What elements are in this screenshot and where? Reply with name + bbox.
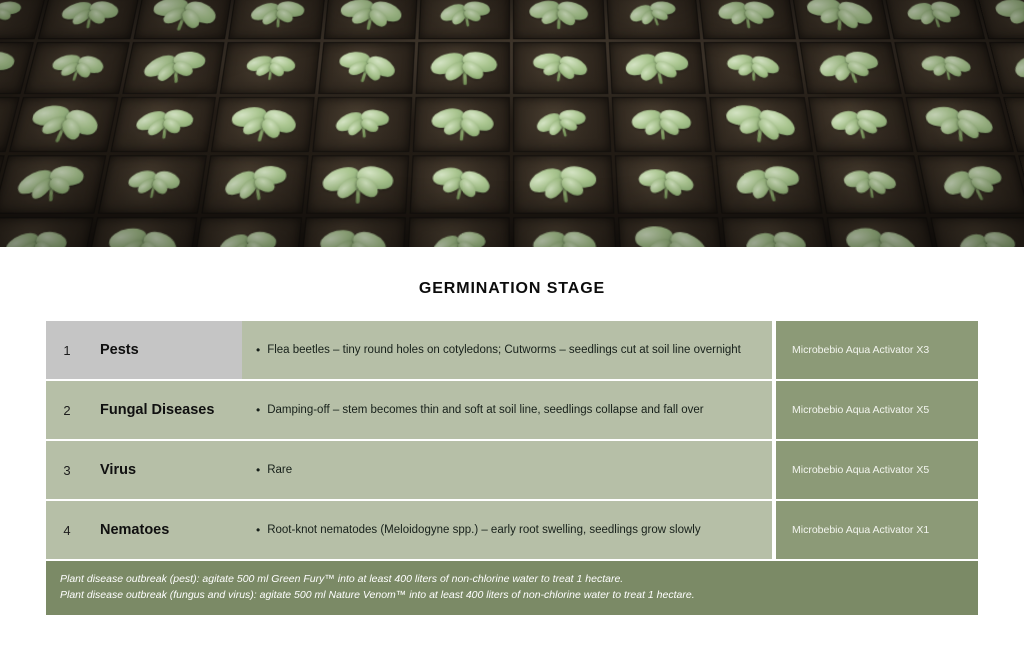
seedling-icon	[422, 155, 499, 213]
seedling-icon	[988, 0, 1024, 39]
tray-cell	[24, 42, 129, 94]
seedling-icon	[928, 155, 1019, 213]
seedling-icon	[528, 217, 602, 247]
seedling-icon	[327, 42, 407, 94]
row-description	[242, 381, 772, 439]
seedling-icon	[737, 217, 816, 247]
seedling-icon	[947, 217, 1024, 247]
tray-cell	[513, 0, 605, 39]
seedling-icon	[1019, 97, 1024, 151]
seedling-icon	[0, 97, 6, 150]
seedling-icon	[92, 217, 191, 247]
seedling-leaf	[1011, 53, 1024, 82]
tray-cell	[192, 217, 302, 247]
seedling-icon	[239, 46, 301, 89]
seedling-icon	[425, 217, 495, 247]
seedling-icon	[800, 0, 879, 39]
seedling-icon	[632, 155, 698, 212]
tray-cell	[133, 0, 233, 39]
row-description	[242, 441, 772, 499]
seedling-icon	[523, 0, 593, 39]
seedling-icon	[138, 42, 212, 94]
seedling-icon	[822, 97, 899, 150]
seedling-icon	[53, 0, 127, 38]
tray-cell	[0, 217, 94, 247]
tray-cell	[413, 97, 511, 152]
seedling-icon	[914, 45, 979, 89]
seedling-icon	[528, 97, 596, 151]
tray-cell	[699, 0, 796, 39]
row-product: Microbebio Aqua Activator X5	[776, 441, 978, 499]
tray-cell	[704, 42, 804, 94]
tray-cell	[894, 42, 999, 94]
seedling-icon	[217, 155, 295, 213]
seedling-icon	[11, 155, 90, 213]
seedling-icon	[807, 42, 893, 94]
table-row	[46, 321, 978, 379]
tray-cell	[122, 42, 225, 94]
row-product: Microbebio Aqua Activator X1	[776, 501, 978, 559]
seedling-icon	[525, 42, 595, 94]
tray-cell	[98, 155, 208, 213]
tray-cell	[410, 155, 511, 213]
seedling-icon	[310, 217, 396, 247]
tray-cell	[618, 217, 725, 247]
row-description-text: Damping-off – stem becomes thin and soft at soil line, seedlings collapse and fall over	[267, 403, 704, 416]
seedling-icon	[838, 158, 904, 208]
tray-cell	[211, 97, 314, 152]
seedling-icon	[841, 217, 924, 247]
seedling-icon	[433, 0, 498, 39]
tray-cell	[110, 97, 216, 152]
seedling-icon	[246, 0, 309, 39]
row-number: 4	[46, 501, 88, 559]
row-number: 2	[46, 381, 88, 439]
seedling-icon	[330, 97, 396, 151]
table-row	[46, 501, 978, 559]
seedling-icon	[315, 155, 400, 213]
row-category: Fungal Diseases	[88, 381, 242, 439]
seedling-icon	[423, 97, 500, 152]
tray-cell	[791, 0, 891, 39]
row-description-text: Rare	[267, 463, 293, 476]
seedling-icon	[919, 97, 1000, 152]
seedling-icon	[0, 217, 76, 247]
tray-cell	[817, 155, 927, 213]
row-category: Virus	[88, 441, 242, 499]
tray-cell	[609, 42, 706, 94]
footer-note-line-1: Plant disease outbreak (pest): agitate 500 ml Green Fury™ into at least 400 liters of non-chlorine water to treat 1 hectare.	[60, 573, 624, 585]
row-number: 3	[46, 441, 88, 499]
footer-note-line-2: Plant disease outbreak (fungus and virus): agitate 500 ml Nature Venom™ into at least 400 liters of non-chlorine water to treat 1 hectare.	[60, 589, 695, 602]
tray-cell	[514, 155, 615, 213]
seedling-icon	[724, 155, 813, 213]
tray-cell	[918, 155, 1024, 213]
germination-stage-table	[46, 321, 978, 559]
tray-cell	[906, 97, 1015, 152]
tray-cell	[228, 0, 325, 39]
seedling-leaf	[0, 50, 17, 73]
seedling-icon	[615, 42, 699, 94]
page-title: GERMINATION STAGE	[418, 280, 606, 297]
row-category: Pests	[88, 321, 242, 379]
seedling-icon	[0, 42, 22, 94]
seedling-icon	[330, 0, 411, 39]
seedling-icon	[623, 217, 718, 247]
tray-cell	[514, 217, 618, 247]
seedling-icon	[129, 97, 199, 151]
row-product: Microbebio Aqua Activator X3	[776, 321, 978, 379]
tray-cell	[220, 42, 320, 94]
seedling-icon	[999, 42, 1024, 94]
bullet-icon: •	[256, 403, 261, 417]
hero-image	[0, 0, 1024, 247]
tray-cell	[808, 97, 914, 152]
tray-cell	[312, 97, 412, 152]
tray-cell	[884, 0, 986, 39]
tray-cell	[202, 155, 309, 213]
tray-cell	[323, 0, 418, 39]
tray-cell	[606, 0, 701, 39]
tray-cell	[406, 217, 510, 247]
row-description	[242, 501, 772, 559]
seedling-icon	[218, 97, 308, 152]
tray-cell	[722, 217, 832, 247]
tray-cell	[418, 0, 510, 39]
seedling-icon	[620, 0, 686, 39]
bullet-icon: •	[256, 523, 261, 537]
row-description-text: Root-knot nematodes (Meloidogyne spp.) – early root swelling, seedlings grow slowly	[267, 523, 701, 536]
tray-cell	[710, 97, 813, 152]
tray-cell	[826, 217, 940, 247]
table-row	[46, 441, 978, 499]
seedling-icon	[214, 217, 281, 247]
seedling-icon	[717, 97, 803, 152]
row-number: 1	[46, 321, 88, 379]
seedling-tray	[0, 0, 1024, 247]
tray-cell	[514, 42, 609, 94]
seedling-icon	[41, 43, 114, 92]
table-row	[46, 381, 978, 439]
row-category: Nematoes	[88, 501, 242, 559]
tray-cell	[612, 97, 712, 152]
seedling-icon	[897, 0, 972, 38]
seedling-icon	[118, 159, 188, 208]
tray-cell	[930, 217, 1024, 247]
tray-cell	[9, 97, 118, 152]
seedling-icon	[521, 155, 607, 213]
tray-cell	[799, 42, 902, 94]
tray-cell	[416, 42, 511, 94]
tray-cell	[38, 0, 140, 39]
tray-cell	[514, 97, 612, 152]
seedling-icon	[625, 97, 698, 149]
tray-cell	[716, 155, 823, 213]
footer-note	[46, 561, 978, 615]
row-product: Microbebio Aqua Activator X5	[776, 381, 978, 439]
seedling-icon	[425, 42, 504, 94]
tray-cell	[318, 42, 415, 94]
tray-cell	[615, 155, 719, 213]
seedling-icon	[723, 42, 784, 92]
bullet-icon: •	[256, 463, 261, 477]
seedling-icon	[0, 0, 25, 39]
seedling-icon	[137, 0, 229, 39]
tray-cell	[306, 155, 410, 213]
row-description-text: Flea beetles – tiny round holes on cotyledons; Cutworms – seedlings cut at soil line overnight	[267, 343, 741, 356]
tray-cell	[0, 155, 106, 213]
row-description	[242, 321, 772, 379]
tray-cell	[299, 217, 406, 247]
seedling-icon	[14, 97, 115, 152]
seedling-icon	[711, 0, 783, 38]
bullet-icon: •	[256, 343, 261, 357]
tray-cell	[84, 217, 198, 247]
